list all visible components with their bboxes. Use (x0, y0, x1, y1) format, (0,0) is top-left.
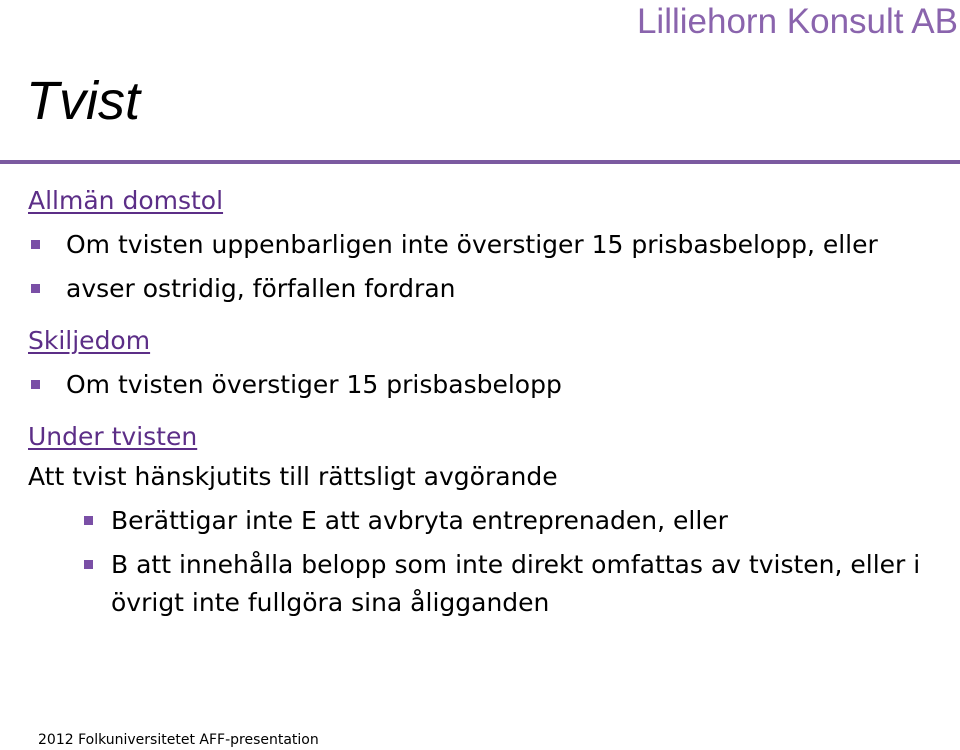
bullet-list-skiljedom (28, 366, 948, 404)
list-item: Om tvisten uppenbarligen inte överstiger 15 prisbasbelopp, eller (28, 226, 948, 264)
list-item: B att innehålla belopp som inte direkt omfattas av tvisten, eller i övrigt inte fullgöra sina åligganden (28, 546, 948, 622)
bullet-list-under-tvisten (28, 502, 948, 622)
square-bullet-icon (31, 284, 40, 293)
square-bullet-icon (84, 516, 93, 525)
section-heading-under-tvisten: Under tvisten (28, 422, 198, 451)
square-bullet-icon (31, 380, 40, 389)
title-divider (0, 160, 960, 164)
bullet-list-allman-domstol (28, 226, 948, 308)
section-text: Att tvist hänskjutits till rättsligt avgörande (28, 462, 558, 491)
footer-text: 2012 Folkuniversitetet AFF-presentation (38, 732, 319, 748)
list-item: Berättigar inte E att avbryta entreprenaden, eller (28, 502, 948, 540)
slide-content (28, 182, 948, 622)
list-item: Om tvisten överstiger 15 prisbasbelopp (28, 366, 948, 404)
section-heading-allman-domstol: Allmän domstol (28, 186, 224, 215)
square-bullet-icon (31, 240, 40, 249)
slide-title: Tvist (26, 71, 140, 131)
company-name: Lilliehorn Konsult AB (636, 2, 958, 41)
section-heading-skiljedom: Skiljedom (28, 326, 151, 355)
list-item: avser ostridig, förfallen fordran (28, 270, 948, 308)
square-bullet-icon (84, 560, 93, 569)
